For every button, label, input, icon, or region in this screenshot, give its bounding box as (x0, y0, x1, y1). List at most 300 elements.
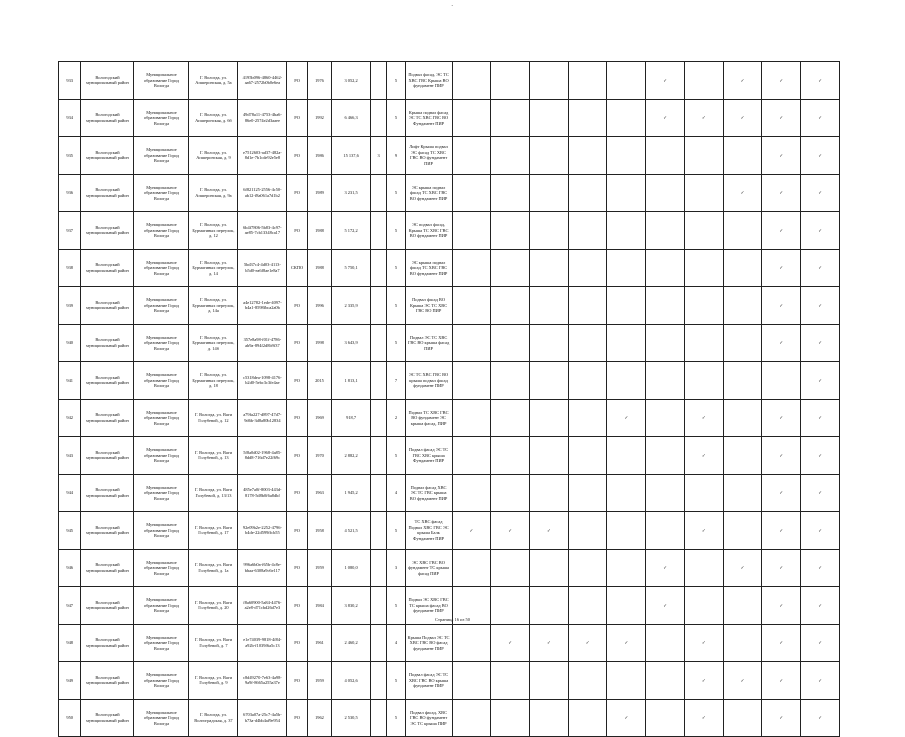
check-cell (762, 437, 801, 475)
ownership-form-cell: РО (287, 137, 307, 175)
district-cell: Вологодский муниципальный район (81, 624, 134, 662)
year-cell: 1959 (307, 549, 331, 587)
check-cell (684, 287, 723, 325)
checkmark-icon: ✓ (818, 340, 822, 345)
check-cell (491, 474, 530, 512)
check-cell (723, 137, 762, 175)
area-cell: 2 530,5 (332, 699, 371, 737)
check-cell (607, 137, 646, 175)
guid-cell: 6b4f7806-5b83-4c97-ae85-7cb13348ca17 (238, 212, 287, 250)
check-cell (646, 287, 685, 325)
entrances-cell (370, 662, 386, 700)
check-cell (646, 437, 685, 475)
floors-cell: 5 (387, 324, 405, 362)
check-cell (491, 362, 530, 400)
guid-cell: 49d78a11-4753-4ba6-86e0-2574e2d3aaee (238, 99, 287, 137)
checkmark-icon: ✓ (508, 640, 512, 645)
table-row (59, 362, 840, 400)
checkmark-icon: ✓ (818, 302, 822, 308)
check-cell (723, 362, 762, 400)
checkmark-icon: ✓ (818, 640, 822, 645)
table-row (59, 437, 840, 475)
table-row (59, 287, 840, 325)
check-cell (684, 99, 723, 137)
check-cell (646, 662, 685, 700)
checkmark-icon: ✓ (818, 602, 822, 608)
area-cell: 2 882,2 (332, 437, 371, 475)
check-cell (723, 99, 762, 137)
checkmark-icon: ✓ (818, 452, 822, 458)
address-cell: Г. Вологда, ул. Апшеронская, д. 5а (189, 62, 238, 100)
check-cell (723, 399, 762, 437)
check-cell (801, 362, 840, 400)
checkmark-icon: ✓ (779, 415, 784, 420)
checkmark-icon: ✓ (469, 527, 474, 533)
check-cell (723, 287, 762, 325)
table-row (59, 512, 840, 550)
check-cell (529, 699, 568, 737)
floors-cell: 5 (387, 249, 405, 287)
row-number: 933 (59, 62, 81, 100)
check-cell (646, 249, 685, 287)
year-cell: 2015 (307, 362, 331, 400)
year-cell: 1962 (307, 699, 331, 737)
check-cell (607, 362, 646, 400)
check-cell (801, 99, 840, 137)
check-cell (646, 512, 685, 550)
table-row (59, 399, 840, 437)
owner-cell: Муниципальное образование Город Вологда (134, 324, 189, 362)
check-cell (646, 99, 685, 137)
check-cell (529, 624, 568, 662)
check-cell (684, 174, 723, 212)
area-cell: 3 052,2 (332, 62, 371, 100)
works-list-cell: Подвал фасад ВО Крыша ЭС ТС ХВС ГВС ВО ПИР (405, 287, 452, 325)
address-cell: Г. Вологда, ул. Апшеронская, д. 6б (189, 99, 238, 137)
row-number: 940 (59, 324, 81, 362)
check-cell (723, 474, 762, 512)
check-cell (684, 549, 723, 587)
check-cell (491, 399, 530, 437)
entrances-cell (370, 362, 386, 400)
check-cell (491, 249, 530, 287)
works-list-cell: Подвал фасад, ЭС ТС ХВС ГВС Крыша ВО фундамент ПИР (405, 62, 452, 100)
checkmark-icon: ✓ (818, 190, 822, 195)
year-cell: 1958 (307, 512, 331, 550)
check-cell (723, 437, 762, 475)
check-cell (684, 137, 723, 175)
floors-cell: 5 (387, 287, 405, 325)
checkmark-icon: ✓ (779, 602, 784, 608)
check-cell (452, 137, 491, 175)
area-cell: 3 231,5 (332, 174, 371, 212)
owner-cell: Муниципальное образование Город Вологда (134, 362, 189, 400)
check-cell (801, 399, 840, 437)
check-cell (529, 362, 568, 400)
check-cell (491, 99, 530, 137)
guid-cell: a4e12782-1ede-4097-b4a1-8598fbca2a0b (238, 287, 287, 325)
address-cell: Г. Вологда, ул. Апшеронская, д. 9а (189, 174, 238, 212)
guid-cell: a79fa227-d897-47d7-9d6b-3d8a80b12834 (238, 399, 287, 437)
check-cell (529, 99, 568, 137)
row-number: 948 (59, 624, 81, 662)
check-cell (452, 512, 491, 550)
check-cell (646, 137, 685, 175)
works-list-cell: Подвал фасад ЭС ТС ГВС ХВС крыша Фундамент ПИР (405, 437, 452, 475)
check-cell (568, 624, 607, 662)
checkmark-icon: ✓ (701, 452, 706, 458)
check-cell (568, 324, 607, 362)
check-cell (684, 249, 723, 287)
table-row (59, 249, 840, 287)
ownership-form-cell: РО (287, 324, 307, 362)
check-cell (607, 212, 646, 250)
area-cell: 4 052,6 (332, 662, 371, 700)
floors-cell: 3 (387, 549, 405, 587)
district-cell: Вологодский муниципальный район (81, 587, 134, 625)
year-cell: 1986 (307, 137, 331, 175)
check-cell (491, 287, 530, 325)
check-cell (762, 512, 801, 550)
address-cell: Г. Вологда, ул. Бурмагиных переулок, д. 18 (189, 362, 238, 400)
ownership-form-cell: РО (287, 587, 307, 625)
check-cell (646, 699, 685, 737)
table-row (59, 324, 840, 362)
checkmark-icon: ✓ (701, 527, 706, 533)
check-cell (762, 174, 801, 212)
checkmark-icon: ✓ (779, 302, 784, 308)
checkmark-icon: ✓ (624, 715, 629, 720)
table-row (59, 174, 840, 212)
area-cell: 3 643,9 (332, 324, 371, 362)
guid-cell: 92e09b2e-2252-4796-b4de-22d599ffcb55 (238, 512, 287, 550)
check-cell (801, 324, 840, 362)
owner-cell: Муниципальное образование Город Вологда (134, 99, 189, 137)
row-number: 936 (59, 174, 81, 212)
row-number: 943 (59, 437, 81, 475)
check-cell (684, 324, 723, 362)
checkmark-icon: ✓ (701, 415, 706, 420)
checkmark-icon: ✓ (818, 490, 822, 495)
address-cell: Г. Вологда, ул. Бурмагиных переулок, д. 14а (189, 287, 238, 325)
check-cell (491, 212, 530, 250)
check-cell (529, 437, 568, 475)
floors-cell: 4 (387, 474, 405, 512)
check-cell (568, 549, 607, 587)
floors-cell: 5 (387, 212, 405, 250)
address-cell: Г. Вологда, ул. Ваги Голубевой, д. 9 (189, 662, 238, 700)
table-row (59, 662, 840, 700)
check-cell (529, 249, 568, 287)
address-cell: Г. Вологда, ул. Ваги Голубевой, д. 13 (189, 437, 238, 475)
works-list-cell: ЭС ХВС ГВС ВО фундамент ТС крыша фасад ПИР (405, 549, 452, 587)
checkmark-icon: ✓ (701, 640, 706, 645)
floors-cell: 5 (387, 437, 405, 475)
check-cell (529, 324, 568, 362)
entrances-cell (370, 174, 386, 212)
check-cell (646, 324, 685, 362)
entrances-cell (370, 549, 386, 587)
checkmark-icon: ✓ (779, 527, 784, 533)
check-cell (607, 474, 646, 512)
owner-cell: Муниципальное образование Город Вологда (134, 662, 189, 700)
year-cell: 1998 (307, 324, 331, 362)
check-cell (607, 512, 646, 550)
district-cell: Вологодский муниципальный район (81, 437, 134, 475)
check-cell (684, 212, 723, 250)
check-cell (762, 399, 801, 437)
guid-cell: 6703a07a-25c7-4a5b-b73a-d4bb4af9e954 (238, 699, 287, 737)
check-cell (529, 287, 568, 325)
check-cell (801, 699, 840, 737)
check-cell (491, 174, 530, 212)
year-cell: 1969 (307, 399, 331, 437)
owner-cell: Муниципальное образование Город Вологда (134, 549, 189, 587)
checkmark-icon: ✓ (663, 77, 667, 83)
area-cell: 5 172,2 (332, 212, 371, 250)
checkmark-icon: ✓ (779, 452, 784, 458)
checkmark-icon: ✓ (779, 490, 784, 495)
works-list-cell: ЭС крыша подвал фасад ТС ХВС ГВС ВО фундамент ПИР (405, 174, 452, 212)
check-cell (452, 62, 491, 100)
check-cell (452, 662, 491, 700)
entrances-cell (370, 324, 386, 362)
district-cell: Вологодский муниципальный район (81, 99, 134, 137)
year-cell: 1996 (307, 287, 331, 325)
area-cell: 918,7 (332, 399, 371, 437)
entrances-cell (370, 474, 386, 512)
address-cell: Г. Вологда, ул. Волгоградская, д. 37 (189, 699, 238, 737)
check-cell (684, 399, 723, 437)
check-cell (568, 249, 607, 287)
floors-cell: 7 (387, 362, 405, 400)
checkmark-icon: ✓ (779, 227, 784, 233)
address-cell: Г. Вологда, ул. Бурмагиных переулок, д. 14б (189, 324, 238, 362)
owner-cell: Муниципальное образование Город Вологда (134, 587, 189, 625)
check-cell (568, 137, 607, 175)
year-cell: 1989 (307, 174, 331, 212)
check-cell (762, 212, 801, 250)
ownership-form-cell: РО (287, 699, 307, 737)
check-cell (684, 474, 723, 512)
district-cell: Вологодский муниципальный район (81, 137, 134, 175)
guid-cell: f8a60900-5a84-4476-a2e8-d71cbd26d7e3 (238, 587, 287, 625)
entrances-cell (370, 287, 386, 325)
floors-cell: 5 (387, 99, 405, 137)
checkmark-icon: ✓ (663, 115, 667, 120)
district-cell: Вологодский муниципальный район (81, 62, 134, 100)
checkmark-icon: ✓ (779, 715, 784, 720)
guid-cell: 485e7a0f-8003-443d-8178-5d8b0f6a8dbf (238, 474, 287, 512)
check-cell (762, 474, 801, 512)
area-cell: 5 750,1 (332, 249, 371, 287)
check-cell (452, 99, 491, 137)
works-list-cell: Подвал фасад, ХВС ГВС ВО фундамент ЭС ТС крыша ПИР (405, 699, 452, 737)
row-number: 941 (59, 362, 81, 400)
district-cell: Вологодский муниципальный район (81, 174, 134, 212)
row-number: 949 (59, 662, 81, 700)
check-cell (762, 624, 801, 662)
checkmark-icon: ✓ (740, 677, 745, 683)
table-row (59, 474, 840, 512)
row-number: 935 (59, 137, 81, 175)
checkmark-icon: ✓ (779, 115, 784, 120)
year-cell: 1992 (307, 99, 331, 137)
floors-cell: 2 (387, 399, 405, 437)
works-list-cell: Лифт Крыша подвал ЭС фасад ТС ХВС ГВС ВО фундамент ПИР (405, 137, 452, 175)
check-cell (452, 249, 491, 287)
check-cell (568, 437, 607, 475)
checkmark-icon: ✓ (779, 340, 784, 345)
check-cell (452, 174, 491, 212)
checkmark-icon: ✓ (740, 190, 745, 195)
check-cell (529, 512, 568, 550)
floors-cell: 4 (387, 624, 405, 662)
area-cell: 2 460,2 (332, 624, 371, 662)
check-cell (607, 624, 646, 662)
check-cell (491, 549, 530, 587)
year-cell: 1984 (307, 587, 331, 625)
row-number: 950 (59, 699, 81, 737)
ownership-form-cell: РО (287, 212, 307, 250)
floors-cell: 5 (387, 587, 405, 625)
floors-cell: 5 (387, 174, 405, 212)
address-cell: Г. Вологда, ул. Ваги Голубевой, д. 7 (189, 624, 238, 662)
check-cell (762, 362, 801, 400)
district-cell: Вологодский муниципальный район (81, 399, 134, 437)
check-cell (762, 249, 801, 287)
check-cell (762, 662, 801, 700)
checkmark-icon: ✓ (779, 265, 784, 270)
district-cell: Вологодский муниципальный район (81, 512, 134, 550)
checkmark-icon: ✓ (818, 77, 822, 83)
area-cell: 4 521,5 (332, 512, 371, 550)
ownership-form-cell: РО (287, 474, 307, 512)
checkmark-icon: ✓ (585, 640, 590, 645)
check-cell (568, 662, 607, 700)
checkmark-icon: ✓ (740, 115, 745, 120)
check-cell (607, 662, 646, 700)
check-cell (684, 699, 723, 737)
check-cell (607, 62, 646, 100)
check-cell (684, 662, 723, 700)
year-cell: 1959 (307, 662, 331, 700)
check-cell (491, 437, 530, 475)
checkmark-icon: ✓ (701, 677, 706, 683)
owner-cell: Муниципальное образование Город Вологда (134, 62, 189, 100)
checkmark-icon: ✓ (779, 77, 784, 83)
row-number: 945 (59, 512, 81, 550)
ownership-form-cell: РО (287, 174, 307, 212)
check-cell (568, 699, 607, 737)
ownership-form-cell: РО (287, 437, 307, 475)
ownership-form-cell: РО (287, 99, 307, 137)
checkmark-icon: ✓ (818, 377, 822, 383)
address-cell: Г. Вологда, ул. Бурмагиных переулок, д. 14 (189, 249, 238, 287)
check-cell (646, 62, 685, 100)
address-cell: Г. Вологда, ул. Ваги Голубевой, д. 1а (189, 549, 238, 587)
checkmark-icon: ✓ (779, 190, 784, 195)
entrances-cell (370, 512, 386, 550)
check-cell (762, 699, 801, 737)
district-cell: Вологодский муниципальный район (81, 324, 134, 362)
floors-cell: 5 (387, 662, 405, 700)
entrances-cell (370, 699, 386, 737)
check-cell (491, 62, 530, 100)
check-cell (491, 662, 530, 700)
owner-cell: Муниципальное образование Город Вологда (134, 437, 189, 475)
area-cell: 2 335,9 (332, 287, 371, 325)
checkmark-icon: ✓ (818, 265, 822, 270)
check-cell (801, 62, 840, 100)
check-cell (568, 512, 607, 550)
check-cell (801, 662, 840, 700)
address-cell: Г. Вологда, ул. Бурмагиных переулок, д. 12 (189, 212, 238, 250)
check-cell (801, 212, 840, 250)
address-cell: Г. Вологда, ул. Ваги Голубевой, д. 17 (189, 512, 238, 550)
district-cell: Вологодский муниципальный район (81, 662, 134, 700)
checkmark-icon: ✓ (818, 715, 822, 720)
owner-cell: Муниципальное образование Город Вологда (134, 624, 189, 662)
check-cell (723, 212, 762, 250)
page-footer: Страница 16 из 50 (435, 617, 470, 622)
check-cell (684, 362, 723, 400)
year-cell: 1988 (307, 212, 331, 250)
check-cell (646, 474, 685, 512)
owner-cell: Муниципальное образование Город Вологда (134, 287, 189, 325)
check-cell (568, 362, 607, 400)
checkmark-icon: ✓ (779, 565, 784, 570)
district-cell: Вологодский муниципальный район (81, 699, 134, 737)
checkmark-icon: ✓ (779, 152, 784, 158)
check-cell (646, 212, 685, 250)
entrances-cell (370, 212, 386, 250)
owner-cell: Муниципальное образование Город Вологда (134, 699, 189, 737)
check-cell (801, 249, 840, 287)
entrances-cell: 3 (370, 137, 386, 175)
checkmark-icon: ✓ (818, 677, 822, 683)
check-cell (529, 62, 568, 100)
ownership-form-cell: РО (287, 549, 307, 587)
ownership-form-cell: РО (287, 362, 307, 400)
ownership-form-cell: РО (287, 662, 307, 700)
works-list-cell: Крыша подвал фасад ЭС ТС ХВС ГВС ВО Фундамент ПИР (405, 99, 452, 137)
check-cell (723, 174, 762, 212)
district-cell: Вологодский муниципальный район (81, 212, 134, 250)
area-cell: 1 945,2 (332, 474, 371, 512)
works-list-cell: ЭС крыша подвал фасад ТС ХВС ГВС ВО фундамент ПИР (405, 249, 452, 287)
check-cell (684, 62, 723, 100)
row-number: 944 (59, 474, 81, 512)
checkmark-icon: ✓ (818, 527, 822, 533)
table-row (59, 624, 840, 662)
owner-cell: Муниципальное образование Город Вологда (134, 137, 189, 175)
checkmark-icon: ✓ (701, 115, 706, 120)
entrances-cell (370, 249, 386, 287)
owner-cell: Муниципальное образование Город Вологда (134, 399, 189, 437)
row-number: 938 (59, 249, 81, 287)
check-cell (491, 137, 530, 175)
owner-cell: Муниципальное образование Город Вологда (134, 474, 189, 512)
address-cell: Г. Вологда, ул. Ваги Голубевой, д. 13/13 (189, 474, 238, 512)
check-cell (529, 137, 568, 175)
row-number: 947 (59, 587, 81, 625)
check-cell (723, 624, 762, 662)
check-cell (607, 549, 646, 587)
ownership-form-cell: СКПО (287, 249, 307, 287)
checkmark-icon: ✓ (624, 640, 629, 645)
floors-cell: 9 (387, 137, 405, 175)
